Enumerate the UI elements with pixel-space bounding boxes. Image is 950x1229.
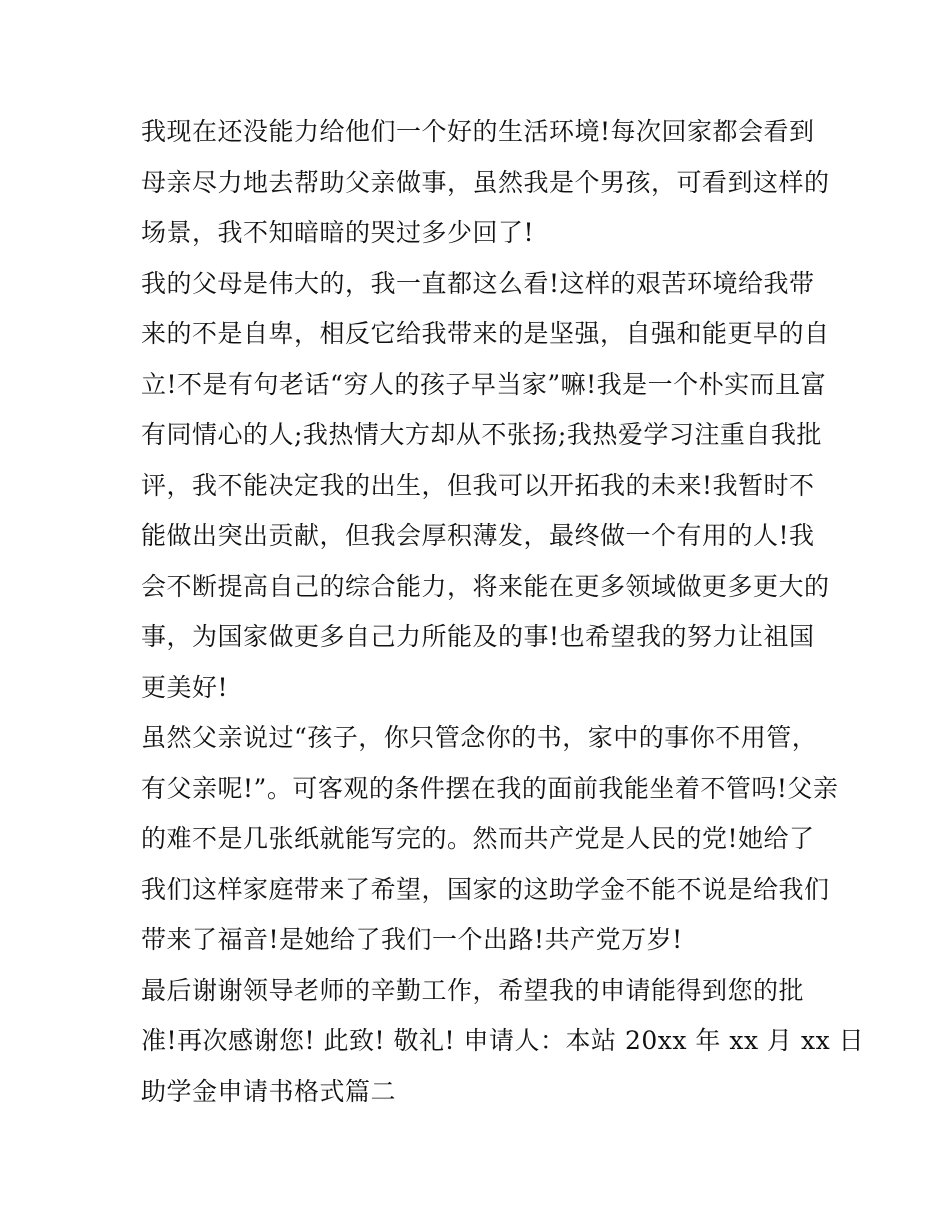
text-line: 我现在还没能力给他们一个好的生活环境!每次回家都会看到 <box>141 117 815 146</box>
text-line: 场景，我不知暗暗的哭过多少回了! <box>141 218 535 247</box>
text-line: 虽然父亲说过“孩子，你只管念你的书，家中的事你不用管， <box>141 723 818 752</box>
text-line: 立!不是有句老话“穷人的孩子早当家”嘛!我是一个朴实而且富 <box>141 369 827 399</box>
document-body <box>141 107 865 1117</box>
text-line: 我们这样家庭带来了希望，国家的这助学金不能不说是给我们 <box>141 874 830 904</box>
text-line: 有父亲呢!”。可客观的条件摆在我的面前我能坐着不管吗!父亲 <box>141 773 839 803</box>
text-line: 的难不是几张纸就能写完的。然而共产党是人民的党!她给了 <box>141 824 815 853</box>
text-line: 母亲尽力地去帮助父亲做事，虽然我是个男孩，可看到这样的 <box>141 167 830 197</box>
text-line: 评，我不能决定我的出生，但我可以开拓我的未来!我暂时不 <box>141 470 815 500</box>
text-line: 最后谢谢领导老师的辛勤工作，希望我的申请能得到您的批 <box>141 975 805 1005</box>
text-line: 更美好! <box>141 672 229 702</box>
text-line: 准!再次感谢您! 此致! 敬礼! 申请人：本站 20xx 年 xx 月 xx 日 <box>141 1026 865 1055</box>
text-line: 我的父母是伟大的，我一直都这么看!这样的艰苦环境给我带 <box>141 268 815 298</box>
text-line: 会不断提高自己的综合能力，将来能在更多领域做更多更大的 <box>141 571 830 601</box>
text-line: 来的不是自卑，相反它给我带来的是坚强，自强和能更早的自 <box>141 319 830 348</box>
text-line: 带来了福音!是她给了我们一个出路!共产党万岁! <box>141 925 683 954</box>
section-heading: 助学金申请书格式篇二 <box>141 1076 397 1106</box>
text-line: 有同情心的人;我热情大方却从不张扬;我热爱学习注重自我批 <box>141 420 822 449</box>
text-line: 能做出突出贡献，但我会厚积薄发，最终做一个有用的人!我 <box>141 521 815 550</box>
text-line: 事，为国家做更多自己力所能及的事!也希望我的努力让祖国 <box>141 622 815 651</box>
